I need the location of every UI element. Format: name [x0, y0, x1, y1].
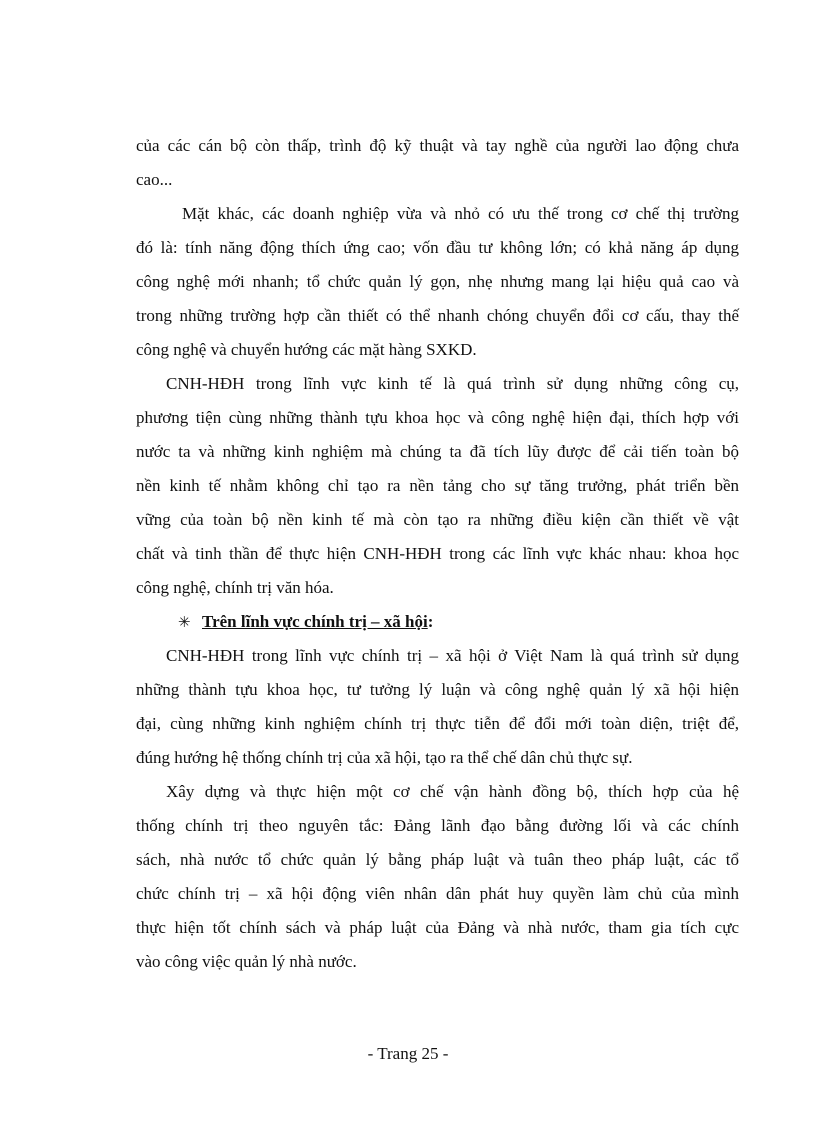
text-line: trong những trường hợp cần thiết có thể nhanh chóng chuyển đổi cơ cấu, thay thế: [136, 306, 739, 325]
page-number-footer: - Trang 25 -: [367, 1044, 449, 1063]
text-line: công nghệ và chuyển hướng các mặt hàng SXKD.: [136, 340, 477, 359]
text-line: CNH-HĐH trong lĩnh vực chính trị – xã hội ở Việt Nam là quá trình sử dụng: [166, 646, 739, 665]
text-line: nước ta và những kinh nghiệm mà chúng ta đã tích lũy được để cải tiến toàn bộ: [136, 442, 739, 461]
text-line: Mặt khác, các doanh nghiệp vừa và nhỏ có ưu thế trong cơ chế thị trường: [182, 204, 739, 223]
text-line: cao...: [136, 170, 173, 189]
text-line: vững của toàn bộ nền kinh tế mà còn tạo ra những điều kiện cần thiết về vật: [136, 510, 739, 529]
paragraph-political-mechanism: [136, 775, 739, 979]
text-line: nền kinh tế nhằm không chỉ tạo ra nền tảng cho sự tăng trưởng, phát triển bền: [136, 476, 739, 495]
text-line: thực hiện tốt chính sách và pháp luật của Đảng và nhà nước, tham gia tích cực: [136, 918, 739, 937]
text-line: vào công việc quản lý nhà nước.: [136, 952, 357, 971]
text-line: chất và tinh thần để thực hiện CNH-HĐH trong các lĩnh vực khác nhau: khoa học: [136, 544, 739, 563]
section-heading-colon: :: [427, 612, 434, 631]
text-line: đó là: tính năng động thích ứng cao; vốn đầu tư không lớn; có khả năng áp dụng: [136, 238, 739, 257]
text-line: chức chính trị – xã hội động viên nhân dân phát huy quyền làm chủ của mình: [136, 884, 739, 903]
text-line: công nghệ mới nhanh; tổ chức quản lý gọn, nhẹ nhưng mang lại hiệu quả cao và: [136, 272, 739, 291]
paragraph-political-cnh-hdh: [136, 639, 739, 775]
text-line: của các cán bộ còn thấp, trình độ kỹ thuật và tay nghề của người lao động chưa: [136, 136, 739, 155]
text-line: thống chính trị theo nguyên tắc: Đảng lãnh đạo bằng đường lối và các chính: [136, 816, 739, 835]
asterisk-bullet-icon: ✳: [178, 615, 191, 631]
text-line: CNH-HĐH trong lĩnh vực kinh tế là quá trình sử dụng những công cụ,: [166, 374, 739, 393]
text-line: công nghệ, chính trị văn hóa.: [136, 578, 334, 597]
paragraph-continuation: [136, 129, 739, 197]
text-line: đại, cùng những kinh nghiệm chính trị thực tiễn để đổi mới toàn diện, triệt để,: [136, 714, 739, 733]
text-line: phương tiện cùng những thành tựu khoa học và công nghệ hiện đại, thích hợp với: [136, 408, 739, 427]
text-line: Xây dựng và thực hiện một cơ chế vận hành đồng bộ, thích hợp của hệ: [166, 782, 739, 801]
document-body: [136, 129, 739, 979]
text-line: đúng hướng hệ thống chính trị của xã hội, tạo ra thể chế dân chủ thực sự.: [136, 748, 633, 767]
text-line: sách, nhà nước tổ chức quản lý bằng pháp luật và tuân theo pháp luật, các tổ: [136, 850, 739, 869]
paragraph-economic-cnh-hdh: [136, 367, 739, 605]
paragraph-sme-advantages: [136, 197, 739, 367]
text-line: những thành tựu khoa học, tư tưởng lý luận và công nghệ quản lý xã hội hiện: [136, 680, 739, 699]
section-heading: [136, 605, 739, 639]
section-heading-title: Trên lĩnh vực chính trị – xã hội: [202, 612, 428, 631]
